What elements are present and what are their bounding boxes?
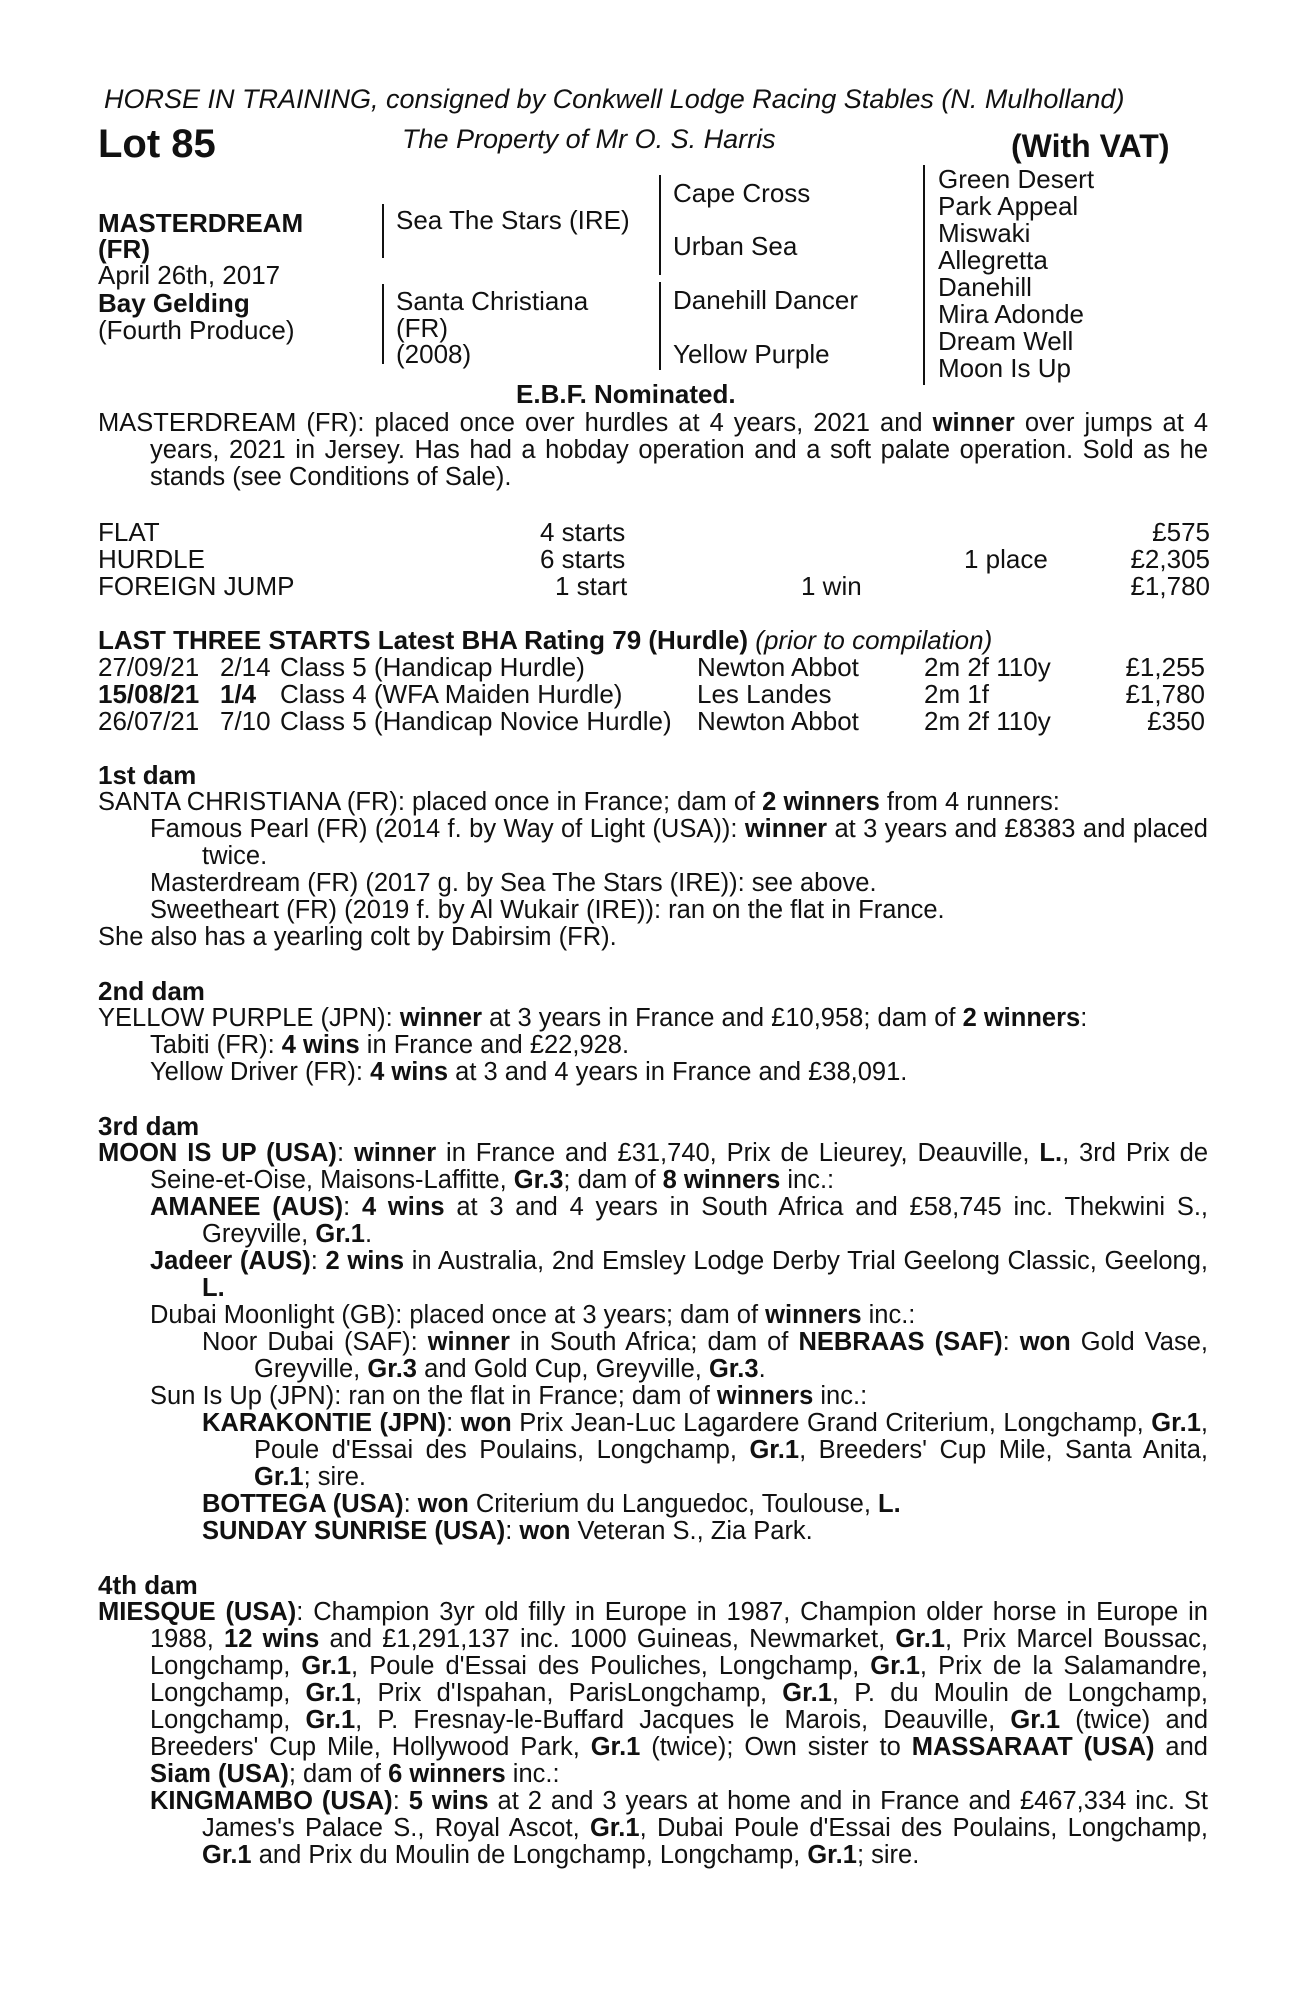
start-prize: £1,780 bbox=[1125, 679, 1205, 709]
start-race: Class 5 (Handicap Hurdle) bbox=[280, 652, 585, 682]
great-grandparent: Miswaki bbox=[938, 218, 1031, 248]
dam-dam: Yellow Purple bbox=[673, 339, 830, 369]
produce-entry: BOTTEGA (USA): won Criterium du Languedoc, Toulouse, L. bbox=[202, 1490, 901, 1518]
produce-entry: Yellow Driver (FR): 4 wins at 3 and 4 years in France and £38,091. bbox=[150, 1058, 908, 1086]
pedigree-line bbox=[659, 175, 661, 275]
great-grandparent: Allegretta bbox=[938, 245, 1048, 275]
start-course: Newton Abbot bbox=[697, 706, 859, 736]
produce-number: (Fourth Produce) bbox=[98, 315, 295, 345]
dam-name: Santa Christiana bbox=[396, 286, 589, 316]
start-course: Les Landes bbox=[697, 679, 832, 709]
start-position: 7/10 bbox=[220, 706, 271, 736]
record-type: HURDLE bbox=[98, 544, 205, 574]
great-grandparent: Green Desert bbox=[938, 164, 1095, 194]
dam-country: (FR) bbox=[396, 313, 448, 343]
start-date: 15/08/21 bbox=[98, 679, 200, 709]
great-grandparent: Dream Well bbox=[938, 326, 1074, 356]
record-prize: £2,305 bbox=[1130, 544, 1210, 574]
second-dam-heading: 2nd dam bbox=[98, 976, 205, 1006]
produce-entry: SUNDAY SUNRISE (USA): won Veteran S., Zia Park. bbox=[202, 1517, 813, 1545]
last-three-heading: LAST THREE STARTS Latest BHA Rating 79 (Hurdle) (prior to compilation) bbox=[98, 625, 993, 655]
record-places: 1 place bbox=[964, 544, 1048, 574]
horse-country: (FR) bbox=[98, 234, 150, 264]
great-grandparent: Park Appeal bbox=[938, 191, 1079, 221]
fourth-dam-entry: MIESQUE (USA): Champion 3yr old filly in Europe in 1987, Champion older horse in Europe in 1988, 12 wins and £1,291,137 inc. 1000 Guineas, Newmarket, Gr.1, Prix Marcel Boussac, Longchamp, Gr.1, Poule d'Essai des Pouliches, Longchamp, Gr.1, Prix de la Salamandre, Longchamp, Gr.1, Prix d'Ispahan, ParisLongchamp, Gr.1, P. du Moulin de Longchamp, Longchamp, Gr.1, P. Fresnay-le-Buffard Jacques le Marois, Deauville, Gr.1 (twice) and Breeders' Cup Mile, Hollywood Park, Gr.1 (twice); Own sister to MASSARAAT (USA) and Siam (USA); dam of 6 winners inc.: bbox=[98, 1598, 1208, 1788]
dam-year: (2008) bbox=[396, 339, 472, 369]
sire: Sea The Stars (IRE) bbox=[396, 205, 630, 235]
record-wins: 1 win bbox=[801, 571, 862, 601]
pedigree-line bbox=[382, 284, 384, 364]
start-prize: £350 bbox=[1147, 706, 1205, 736]
second-dam-entry: YELLOW PURPLE (JPN): winner at 3 years in France and £10,958; dam of 2 winners: bbox=[98, 1004, 1088, 1032]
lot-number: Lot 85 bbox=[98, 122, 216, 166]
property-line: The Property of Mr O. S. Harris bbox=[402, 124, 776, 154]
produce-entry: KARAKONTIE (JPN): won Prix Jean-Luc Lagardere Grand Criterium, Longchamp, Gr.1, Poule d'Essai des Poulains, Longchamp, Gr.1, Breeders' Cup Mile, Santa Anita, Gr.1; sire. bbox=[202, 1409, 1208, 1491]
vat-label: (With VAT) bbox=[1011, 128, 1170, 164]
great-grandparent: Moon Is Up bbox=[938, 353, 1071, 383]
produce-entry: KINGMAMBO (USA): 5 wins at 2 and 3 years at home and in France and £467,334 inc. St James's Palace S., Royal Ascot, Gr.1, Dubai Poule d'Essai des Poulains, Longchamp, Gr.1 and Prix du Moulin de Longchamp, Longchamp, Gr.1; sire. bbox=[150, 1787, 1208, 1869]
start-distance: 2m 1f bbox=[924, 679, 990, 709]
race-summary: MASTERDREAM (FR): placed once over hurdles at 4 years, 2021 and winner over jumps at 4 years, 2021 in Jersey. Has had a hobday operation and a soft palate operation. Sold as he stands (see Conditions of Sale). bbox=[98, 409, 1208, 491]
foaling-date: April 26th, 2017 bbox=[98, 260, 281, 290]
start-position: 2/14 bbox=[220, 652, 271, 682]
pedigree-line bbox=[659, 282, 661, 370]
start-distance: 2m 2f 110y bbox=[924, 706, 1051, 736]
third-dam-heading: 3rd dam bbox=[98, 1111, 200, 1141]
produce-entry: Sun Is Up (JPN): ran on the flat in France; dam of winners inc.: bbox=[150, 1382, 868, 1410]
start-prize: £1,255 bbox=[1125, 652, 1205, 682]
produce-entry: Tabiti (FR): 4 wins in France and £22,928. bbox=[150, 1031, 630, 1059]
record-type: FOREIGN JUMP bbox=[98, 571, 295, 601]
produce-entry: AMANEE (AUS): 4 wins at 3 and 4 years in South Africa and £58,745 inc. Thekwini S., Greyville, Gr.1. bbox=[150, 1193, 1208, 1248]
pedigree-line bbox=[382, 204, 384, 258]
record-type: FLAT bbox=[98, 517, 160, 547]
produce-entry: Jadeer (AUS): 2 wins in Australia, 2nd Emsley Lodge Derby Trial Geelong Classic, Geelong, L. bbox=[150, 1247, 1208, 1302]
start-race: Class 4 (WFA Maiden Hurdle) bbox=[280, 679, 623, 709]
produce-note: She also has a yearling colt by Dabirsim (FR). bbox=[98, 923, 617, 951]
record-starts: 6 starts bbox=[540, 544, 626, 574]
start-date: 27/09/21 bbox=[98, 652, 200, 682]
horse-sex: Bay Gelding bbox=[98, 288, 250, 318]
ebf-status: E.B.F. Nominated. bbox=[516, 379, 736, 409]
first-dam-entry: SANTA CHRISTIANA (FR): placed once in France; dam of 2 winners from 4 runners: bbox=[98, 788, 1060, 816]
start-course: Newton Abbot bbox=[697, 652, 859, 682]
family-section bbox=[98, 762, 1208, 1869]
consignment-title: HORSE IN TRAINING, consigned by Conkwell Lodge Racing Stables (N. Mulholland) bbox=[104, 84, 1125, 114]
sire-dam: Urban Sea bbox=[673, 231, 798, 261]
pedigree-line bbox=[923, 165, 925, 385]
record-starts: 1 start bbox=[555, 571, 628, 601]
first-dam-heading: 1st dam bbox=[98, 760, 197, 790]
great-grandparent: Mira Adonde bbox=[938, 299, 1084, 329]
record-prize: £1,780 bbox=[1130, 571, 1210, 601]
produce-entry: Dubai Moonlight (GB): placed once at 3 years; dam of winners inc.: bbox=[150, 1301, 916, 1329]
horse-name: MASTERDREAM bbox=[98, 208, 304, 238]
sire-sire: Cape Cross bbox=[673, 178, 811, 208]
dam-sire: Danehill Dancer bbox=[673, 285, 858, 315]
start-distance: 2m 2f 110y bbox=[924, 652, 1051, 682]
produce-entry: Famous Pearl (FR) (2014 f. by Way of Light (USA)): winner at 3 years and £8383 and placed twice. bbox=[150, 815, 1208, 870]
start-date: 26/07/21 bbox=[98, 706, 200, 736]
produce-entry: Sweetheart (FR) (2019 f. by Al Wukair (IRE)): ran on the flat in France. bbox=[150, 896, 945, 924]
start-position: 1/4 bbox=[220, 679, 257, 709]
great-grandparent: Danehill bbox=[938, 272, 1032, 302]
start-race: Class 5 (Handicap Novice Hurdle) bbox=[280, 706, 672, 736]
record-prize: £575 bbox=[1152, 517, 1210, 547]
produce-entry: Masterdream (FR) (2017 g. by Sea The Stars (IRE)): see above. bbox=[150, 869, 877, 897]
record-starts: 4 starts bbox=[540, 517, 626, 547]
third-dam-entry: MOON IS UP (USA): winner in France and £31,740, Prix de Lieurey, Deauville, L., 3rd Prix de Seine-et-Oise, Maisons-Laffitte, Gr.3; dam of 8 winners inc.: bbox=[98, 1139, 1209, 1194]
produce-entry: Noor Dubai (SAF): winner in South Africa; dam of NEBRAAS (SAF): won Gold Vase, Greyville, Gr.3 and Gold Cup, Greyville, Gr.3. bbox=[202, 1328, 1208, 1383]
fourth-dam-heading: 4th dam bbox=[98, 1570, 198, 1600]
